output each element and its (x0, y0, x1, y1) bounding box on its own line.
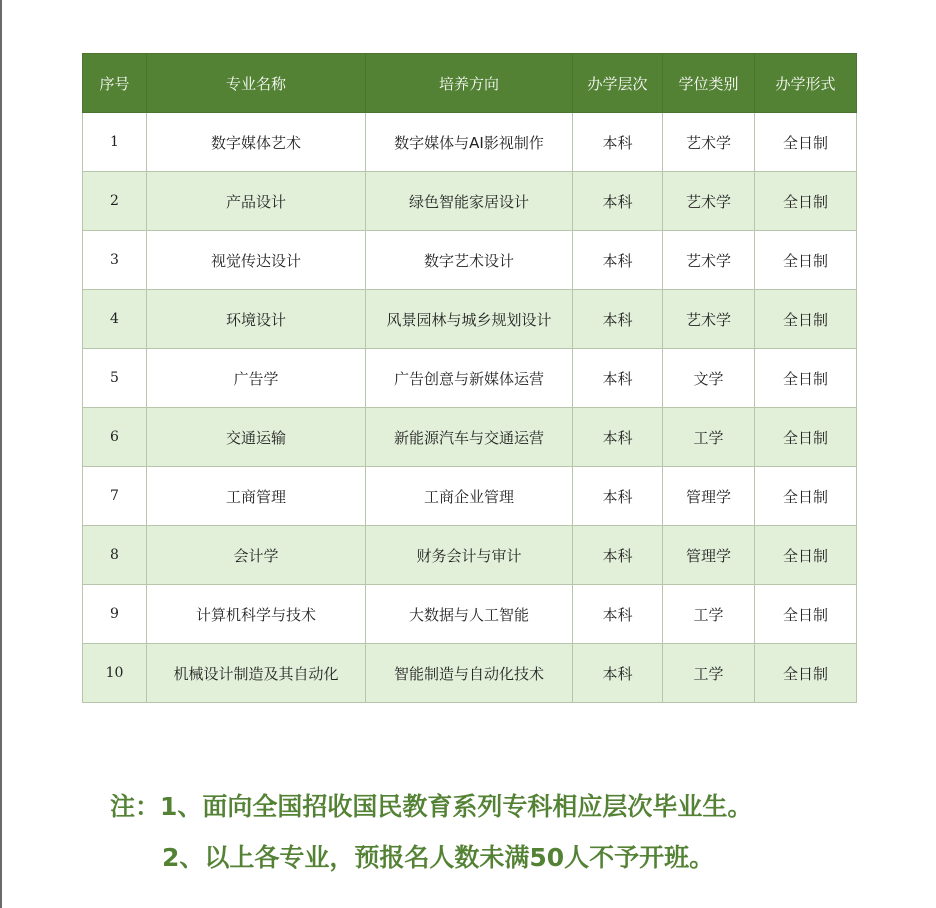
cell-education-level: 本科 (573, 231, 663, 290)
cell-major-name: 机械设计制造及其自动化 (147, 644, 366, 703)
cell-serial: 2 (83, 172, 147, 231)
cell-degree-category: 文学 (663, 349, 755, 408)
cell-degree-category: 工学 (663, 644, 755, 703)
cell-training-direction: 智能制造与自动化技术 (366, 644, 573, 703)
table-row (83, 644, 857, 703)
cell-training-direction: 数字艺术设计 (366, 231, 573, 290)
cell-degree-category: 艺术学 (663, 231, 755, 290)
table-header-row (83, 54, 857, 113)
program-table-container (82, 53, 856, 703)
cell-education-level: 本科 (573, 585, 663, 644)
cell-degree-category: 管理学 (663, 526, 755, 585)
cell-education-level: 本科 (573, 172, 663, 231)
cell-training-direction: 风景园林与城乡规划设计 (366, 290, 573, 349)
cell-major-name: 产品设计 (147, 172, 366, 231)
cell-serial: 1 (83, 113, 147, 172)
cell-major-name: 计算机科学与技术 (147, 585, 366, 644)
cell-serial: 3 (83, 231, 147, 290)
cell-training-direction: 数字媒体与AI影视制作 (366, 113, 573, 172)
cell-training-direction: 财务会计与审计 (366, 526, 573, 585)
cell-major-name: 工商管理 (147, 467, 366, 526)
table-row (83, 585, 857, 644)
cell-education-level: 本科 (573, 349, 663, 408)
cell-degree-category: 艺术学 (663, 113, 755, 172)
cell-study-mode: 全日制 (755, 290, 857, 349)
note-line-2: 2、以上各专业，预报名人数未满50人不予开班。 (162, 843, 715, 872)
header-education-level: 办学层次 (573, 54, 663, 113)
page-edge-line (0, 0, 2, 908)
table-row (83, 290, 857, 349)
cell-study-mode: 全日制 (755, 113, 857, 172)
table-row (83, 408, 857, 467)
cell-study-mode: 全日制 (755, 644, 857, 703)
header-degree-category: 学位类别 (663, 54, 755, 113)
cell-serial: 9 (83, 585, 147, 644)
cell-major-name: 交通运输 (147, 408, 366, 467)
header-major-name: 专业名称 (147, 54, 366, 113)
cell-serial: 7 (83, 467, 147, 526)
cell-training-direction: 广告创意与新媒体运营 (366, 349, 573, 408)
cell-study-mode: 全日制 (755, 231, 857, 290)
cell-serial: 8 (83, 526, 147, 585)
cell-serial: 4 (83, 290, 147, 349)
cell-major-name: 视觉传达设计 (147, 231, 366, 290)
cell-education-level: 本科 (573, 290, 663, 349)
cell-major-name: 环境设计 (147, 290, 366, 349)
table-row (83, 172, 857, 231)
header-study-mode: 办学形式 (755, 54, 857, 113)
cell-study-mode: 全日制 (755, 349, 857, 408)
cell-serial: 6 (83, 408, 147, 467)
cell-major-name: 数字媒体艺术 (147, 113, 366, 172)
cell-serial: 10 (83, 644, 147, 703)
cell-education-level: 本科 (573, 113, 663, 172)
table-row (83, 467, 857, 526)
cell-degree-category: 工学 (663, 408, 755, 467)
cell-education-level: 本科 (573, 526, 663, 585)
cell-degree-category: 工学 (663, 585, 755, 644)
header-serial: 序号 (83, 54, 147, 113)
cell-serial: 5 (83, 349, 147, 408)
cell-training-direction: 大数据与人工智能 (366, 585, 573, 644)
cell-major-name: 会计学 (147, 526, 366, 585)
cell-training-direction: 绿色智能家居设计 (366, 172, 573, 231)
program-table (82, 53, 857, 703)
cell-study-mode: 全日制 (755, 172, 857, 231)
cell-education-level: 本科 (573, 644, 663, 703)
cell-study-mode: 全日制 (755, 408, 857, 467)
table-row (83, 526, 857, 585)
note-line-1: 注：1、面向全国招收国民教育系列专科相应层次毕业生。 (110, 792, 753, 821)
cell-study-mode: 全日制 (755, 585, 857, 644)
header-training-direction: 培养方向 (366, 54, 573, 113)
cell-training-direction: 工商企业管理 (366, 467, 573, 526)
cell-degree-category: 艺术学 (663, 290, 755, 349)
table-row (83, 231, 857, 290)
cell-training-direction: 新能源汽车与交通运营 (366, 408, 573, 467)
cell-education-level: 本科 (573, 467, 663, 526)
cell-education-level: 本科 (573, 408, 663, 467)
cell-study-mode: 全日制 (755, 526, 857, 585)
cell-major-name: 广告学 (147, 349, 366, 408)
cell-degree-category: 管理学 (663, 467, 755, 526)
cell-degree-category: 艺术学 (663, 172, 755, 231)
table-row (83, 113, 857, 172)
table-row (83, 349, 857, 408)
cell-study-mode: 全日制 (755, 467, 857, 526)
